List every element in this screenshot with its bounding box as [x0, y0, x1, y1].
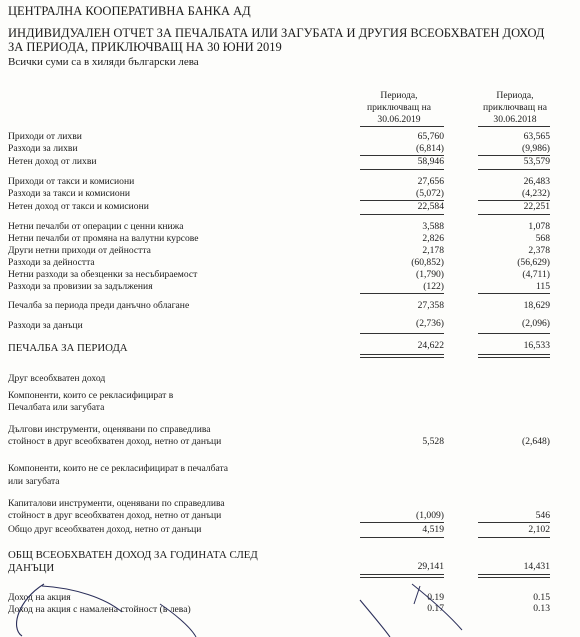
value-2018-impairment: (4,711) — [522, 269, 550, 280]
row-label-eps: Доход на акция — [8, 592, 71, 603]
row-label-interest-income: Приходи от лихви — [8, 131, 82, 142]
value-2018-fx-gains: 568 — [535, 233, 550, 244]
total-rule — [360, 577, 444, 578]
column-header-2019-line3: 30.06.2019 — [377, 114, 421, 125]
row-label-profit-before-tax: Печалба за периода преди данъчно облагане — [8, 300, 190, 311]
value-2019-fee-income: 27,656 — [417, 176, 444, 187]
value-2019-eps: 0.19 — [427, 592, 444, 603]
row-label-equity-instruments-line1: Капиталови инструменти, оценявани по справедлива — [8, 498, 225, 509]
row-label-profit-for-period: ПЕЧАЛБА ЗА ПЕРИОДА — [8, 342, 128, 354]
row-label-net-interest: Нетен доход от лихви — [8, 156, 97, 167]
total-rule — [360, 169, 444, 170]
row-label-impairment: Нетни разходи за обезценки за несъбираемост — [8, 269, 198, 280]
value-2019-net-interest: 58,946 — [417, 156, 444, 167]
column-header-2019-underline — [360, 126, 444, 127]
value-2018-provisions: 115 — [535, 281, 550, 292]
value-2018-interest-expense: (9,986) — [522, 143, 550, 154]
row-label-securities-gains: Нетни печалби от операции с ценни книжа — [8, 221, 184, 232]
subtotal-rule — [478, 522, 550, 523]
value-2018-total-oci: 2,102 — [528, 524, 550, 535]
row-label-net-fees: Нетен доход от такси и комисиони — [8, 201, 149, 212]
company-name: ЦЕНТРАЛНА КООПЕРАТИВНА БАНКА АД — [8, 4, 251, 18]
total-rule — [360, 537, 444, 538]
value-2019-profit-for-period: 24,622 — [417, 340, 444, 351]
row-label-debt-instruments-line2: стойност в друг всеобхватен доход, нетно от данъци — [8, 436, 222, 447]
value-2019-equity-instruments: (1,009) — [416, 510, 444, 521]
row-label-tax-expense: Разходи за данъци — [8, 320, 83, 331]
value-2019-securities-gains: 3,588 — [422, 221, 444, 232]
value-2019-fx-gains: 2,826 — [422, 233, 444, 244]
row-label-operating-expenses: Разходи за дейността — [8, 257, 95, 268]
row-label-interest-expense: Разходи за лихви — [8, 143, 78, 154]
total-rule — [478, 169, 550, 170]
value-2018-profit-for-period: 16,533 — [523, 340, 550, 351]
amounts-note: Всички суми са в хиляди български лева — [8, 56, 199, 68]
total-rule — [478, 577, 550, 578]
value-2019-impairment: (1,790) — [416, 269, 444, 280]
column-header-2018-line2: приключващ на — [483, 102, 547, 113]
value-2019-interest-expense: (6,814) — [416, 143, 444, 154]
value-2018-tax-expense: (2,096) — [522, 318, 550, 329]
total-rule — [478, 537, 550, 538]
subtotal-rule — [360, 333, 444, 334]
row-label-equity-instruments-line2: стойност в друг всеобхватен доход, нетно от данъци — [8, 510, 222, 521]
value-2019-profit-before-tax: 27,358 — [417, 300, 444, 311]
total-rule — [360, 354, 444, 355]
value-2019-other-income: 2,178 — [422, 245, 444, 256]
total-rule — [478, 357, 550, 358]
row-label-diluted-eps: Доход на акция с намалена стойност (в лева) — [8, 604, 191, 615]
subtotal-rule — [360, 522, 444, 523]
value-2019-total-comprehensive: 29,141 — [417, 561, 444, 572]
row-label-not-reclassified-line2: или загубата — [8, 476, 60, 487]
total-rule — [478, 214, 550, 215]
row-label-debt-instruments-line1: Дългови инструменти, оценявани по справедлива — [8, 424, 211, 435]
row-label-other-income: Други нетни приходи от дейността — [8, 245, 151, 256]
value-2019-fee-expense: (5,072) — [416, 188, 444, 199]
total-rule — [478, 574, 550, 575]
value-2019-operating-expenses: (60,852) — [411, 257, 444, 268]
value-2019-diluted-eps: 0.17 — [427, 603, 444, 614]
value-2019-tax-expense: (2,736) — [416, 318, 444, 329]
row-label-fee-expense: Разходи за такси и комисиони — [8, 188, 130, 199]
value-2018-securities-gains: 1,078 — [528, 221, 550, 232]
row-label-fx-gains: Нетни печалби от промяна на валутни курсове — [8, 233, 199, 244]
value-2018-fee-income: 26,483 — [523, 176, 550, 187]
value-2018-net-fees: 22,251 — [523, 201, 550, 212]
total-rule — [360, 357, 444, 358]
total-rule — [360, 214, 444, 215]
statement-title-line1: ИНДИВИДУАЛЕН ОТЧЕТ ЗА ПЕЧАЛБАТА ИЛИ ЗАГУБАТА И ДРУГИЯ ВСЕОБХВАТЕН ДОХОД — [8, 26, 545, 40]
row-label-fee-income: Приходи от такси и комисиони — [8, 176, 135, 187]
value-2019-interest-income: 65,760 — [417, 131, 444, 142]
row-label-total-oci: Общо друг всеобхватен доход, нетно от данъци — [8, 524, 202, 535]
column-header-2019-line2: приключващ на — [367, 102, 431, 113]
column-header-2018 — [470, 90, 560, 126]
total-rule — [478, 354, 550, 355]
value-2018-debt-instruments: (2,648) — [522, 436, 550, 447]
value-2018-profit-before-tax: 18,629 — [523, 300, 550, 311]
subtotal-rule — [478, 293, 550, 294]
row-label-reclassified-line2: Печалбата или загубата — [8, 402, 105, 413]
row-label-oci: Друг всеобхватен доход — [8, 373, 106, 384]
value-2019-debt-instruments: 5,528 — [422, 436, 444, 447]
row-label-not-reclassified-line1: Компоненти, които не се рекласифицират в печалбата — [8, 463, 229, 474]
value-2018-interest-income: 63,565 — [523, 131, 550, 142]
total-rule — [360, 574, 444, 575]
subtotal-rule — [478, 333, 550, 334]
column-header-2018-line1: Периода, — [496, 90, 534, 101]
row-label-provisions: Разходи за провизии за задължения — [8, 281, 153, 292]
value-2018-equity-instruments: 546 — [535, 510, 550, 521]
statement-title-line2: ЗА ПЕРИОДА, ПРИКЛЮЧВАЩ НА 30 ЮНИ 2019 — [8, 40, 282, 54]
value-2018-diluted-eps: 0.13 — [533, 603, 550, 614]
value-2018-operating-expenses: (56,629) — [517, 257, 550, 268]
row-label-reclassified-line1: Компоненти, които се рекласифицират в — [8, 390, 174, 401]
row-label-total-comprehensive-line1: ОБЩ ВСЕОБХВАТЕН ДОХОД ЗА ГОДИНАТА СЛЕД — [8, 549, 258, 561]
value-2018-net-interest: 53,579 — [523, 156, 550, 167]
row-label-total-comprehensive-line2: ДАНЪЦИ — [8, 562, 55, 574]
column-header-2018-underline — [478, 126, 550, 127]
value-2018-other-income: 2,378 — [528, 245, 550, 256]
value-2018-total-comprehensive: 14,431 — [523, 561, 550, 572]
subtotal-rule — [360, 293, 444, 294]
value-2019-provisions: (122) — [423, 281, 444, 292]
column-header-2018-line3: 30.06.2018 — [493, 114, 537, 125]
value-2019-total-oci: 4,519 — [422, 524, 444, 535]
value-2019-net-fees: 22,584 — [417, 201, 444, 212]
value-2018-eps: 0.15 — [533, 592, 550, 603]
column-header-2019-line1: Периода, — [380, 90, 418, 101]
value-2018-fee-expense: (4,232) — [522, 188, 550, 199]
column-header-2019 — [354, 90, 444, 126]
